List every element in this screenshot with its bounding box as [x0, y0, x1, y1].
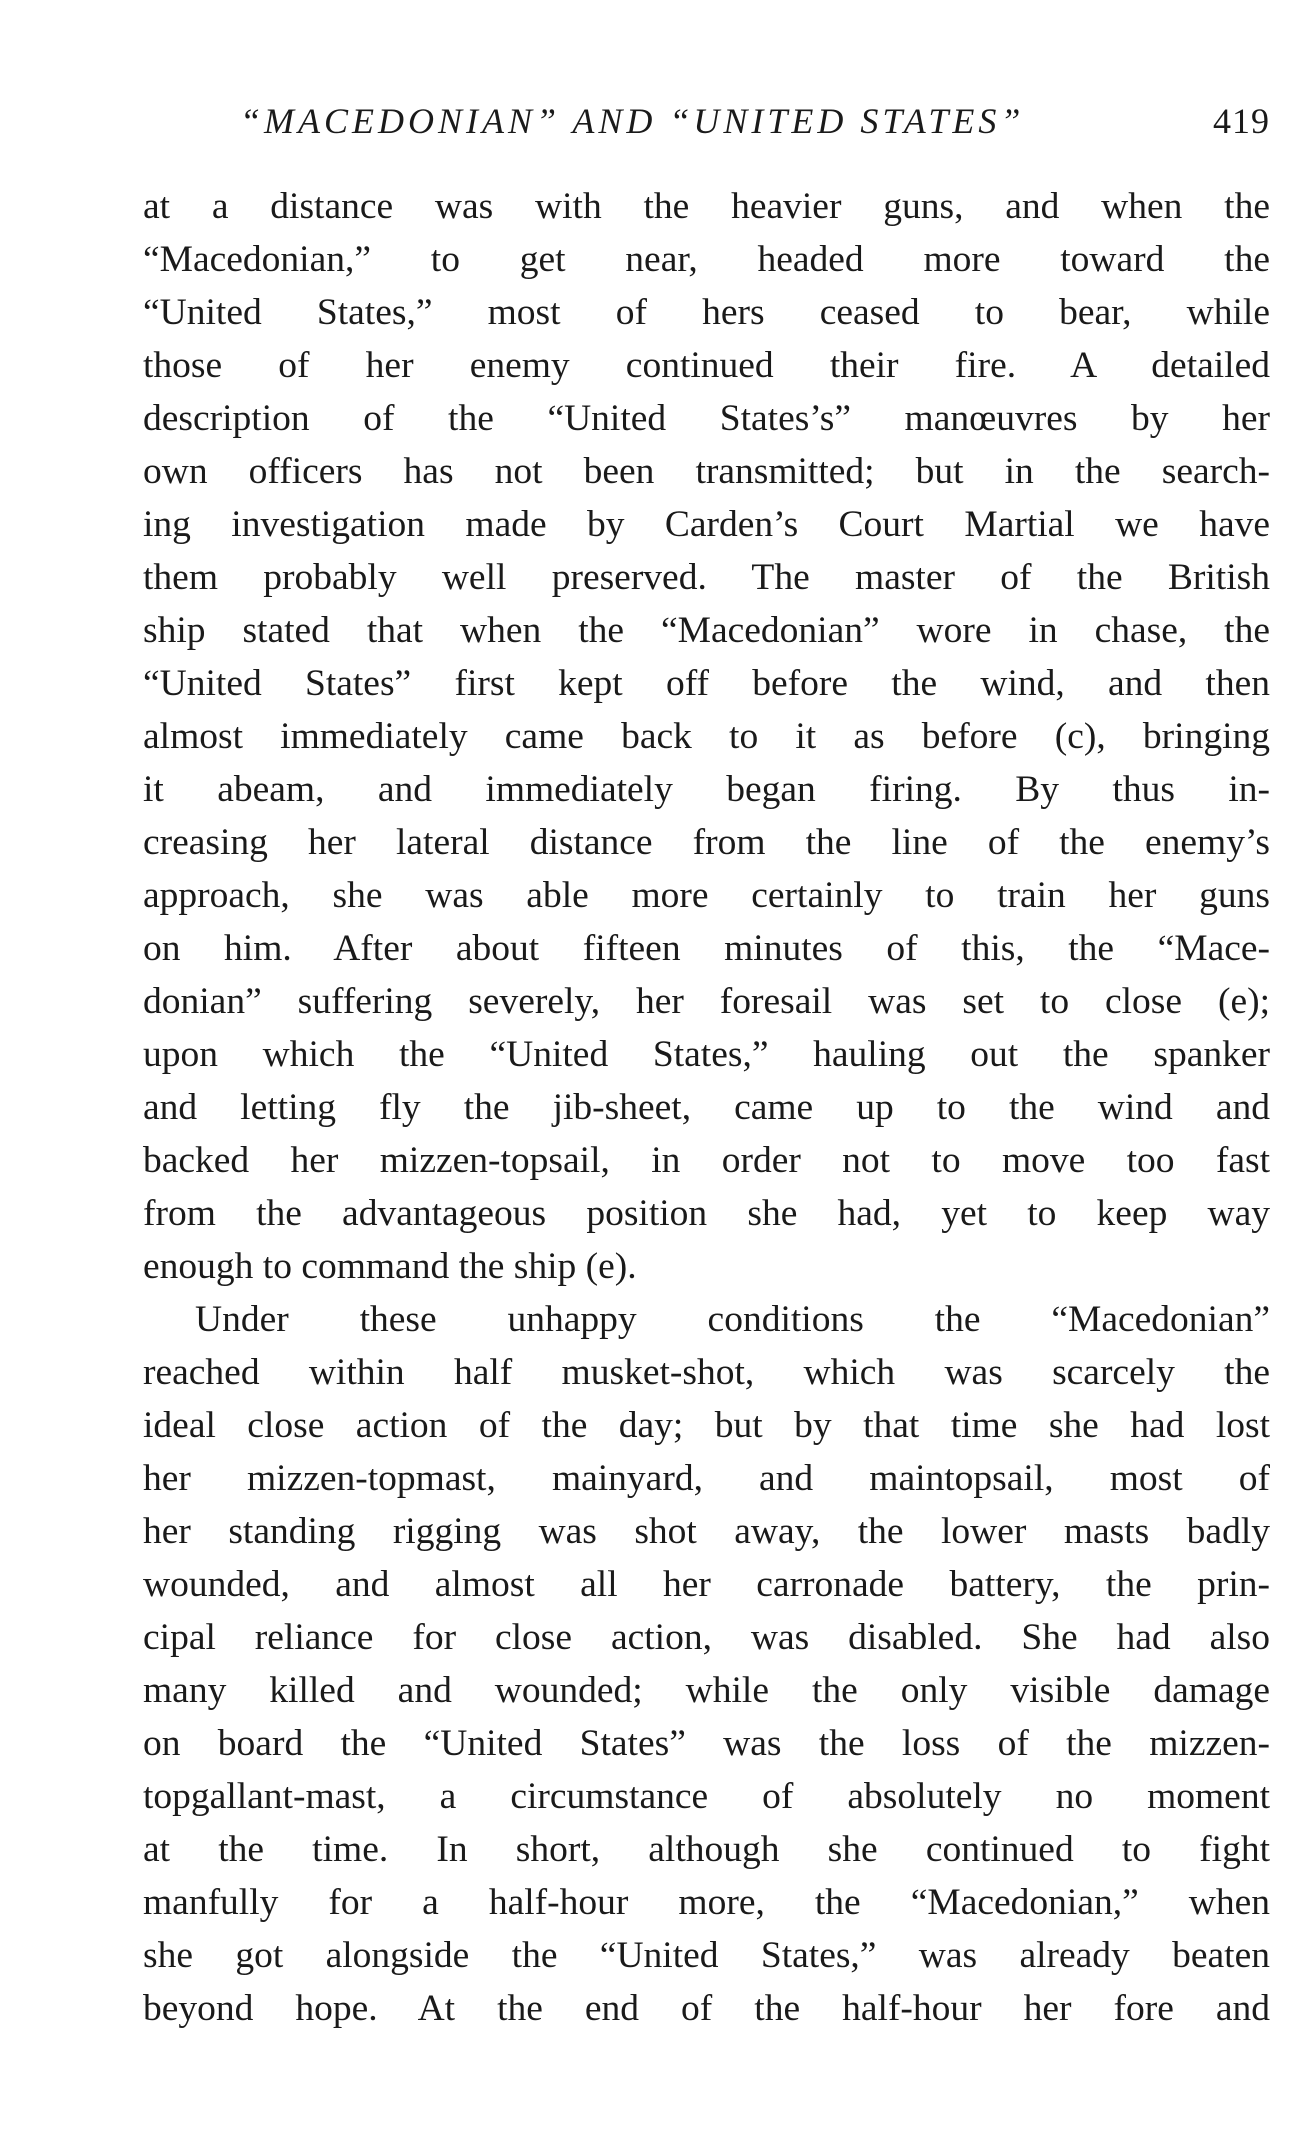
text-line: her mizzen-topmast, mainyard, and maintopsail, most of: [143, 1458, 1270, 1499]
text-line: own officers has not been transmitted; but in the search-: [143, 451, 1270, 492]
text-line: backed her mizzen-topsail, in order not to move too fast: [143, 1140, 1270, 1181]
text-line: at the time. In short, although she continued to fight: [143, 1829, 1270, 1870]
text-line: donian” suffering severely, her foresail was set to close (e);: [143, 981, 1270, 1022]
page-number: 419: [1213, 101, 1270, 141]
text-line: approach, she was able more certainly to train her guns: [143, 875, 1270, 916]
text-line: creasing her lateral distance from the line of the enemy’s: [143, 822, 1270, 863]
text-line: and letting fly the jib-sheet, came up to the wind and: [143, 1087, 1270, 1128]
text-line: on board the “United States” was the loss of the mizzen-: [143, 1723, 1270, 1764]
running-head: [140, 100, 1270, 150]
text-line: ship stated that when the “Macedonian” wore in chase, the: [143, 610, 1270, 651]
text-line: description of the “United States’s” manœuvres by her: [143, 398, 1270, 439]
text-line: them probably well preserved. The master of the British: [143, 557, 1270, 598]
text-line: at a distance was with the heavier guns, and when the: [143, 186, 1270, 227]
text-line: topgallant-mast, a circumstance of absolutely no moment: [143, 1776, 1270, 1817]
running-title: “MACEDONIAN” AND “UNITED STATES”: [240, 101, 1025, 141]
text-line: “Macedonian,” to get near, headed more toward the: [143, 239, 1270, 280]
text-line: her standing rigging was shot away, the lower masts badly: [143, 1511, 1270, 1552]
text-line: ideal close action of the day; but by that time she had lost: [143, 1405, 1270, 1446]
text-line: “United States,” most of hers ceased to bear, while: [143, 292, 1270, 333]
text-line: from the advantageous position she had, yet to keep way: [143, 1193, 1270, 1234]
text-line: wounded, and almost all her carronade battery, the prin-: [143, 1564, 1270, 1605]
body-text: [143, 180, 1270, 2035]
text-line: almost immediately came back to it as before (c), bringing: [143, 716, 1270, 757]
text-line: manfully for a half-hour more, the “Macedonian,” when: [143, 1882, 1270, 1923]
paragraph-start-line: Under these unhappy conditions the “Macedonian”: [195, 1299, 1270, 1340]
text-line: she got alongside the “United States,” was already beaten: [143, 1935, 1270, 1976]
text-line: ing investigation made by Carden’s Court Martial we have: [143, 504, 1270, 545]
text-line: “United States” first kept off before the wind, and then: [143, 663, 1270, 704]
text-line: cipal reliance for close action, was disabled. She had also: [143, 1617, 1270, 1658]
text-line: it abeam, and immediately began firing. By thus in-: [143, 769, 1270, 810]
text-line: reached within half musket-shot, which was scarcely the: [143, 1352, 1270, 1393]
text-line: those of her enemy continued their fire. A detailed: [143, 345, 1270, 386]
text-line: many killed and wounded; while the only visible damage: [143, 1670, 1270, 1711]
text-line: upon which the “United States,” hauling out the spanker: [143, 1034, 1270, 1075]
paragraph-end-line: enough to command the ship (e).: [143, 1246, 637, 1287]
text-line: on him. After about fifteen minutes of this, the “Mace-: [143, 928, 1270, 969]
text-line: beyond hope. At the end of the half-hour her fore and: [143, 1988, 1270, 2029]
